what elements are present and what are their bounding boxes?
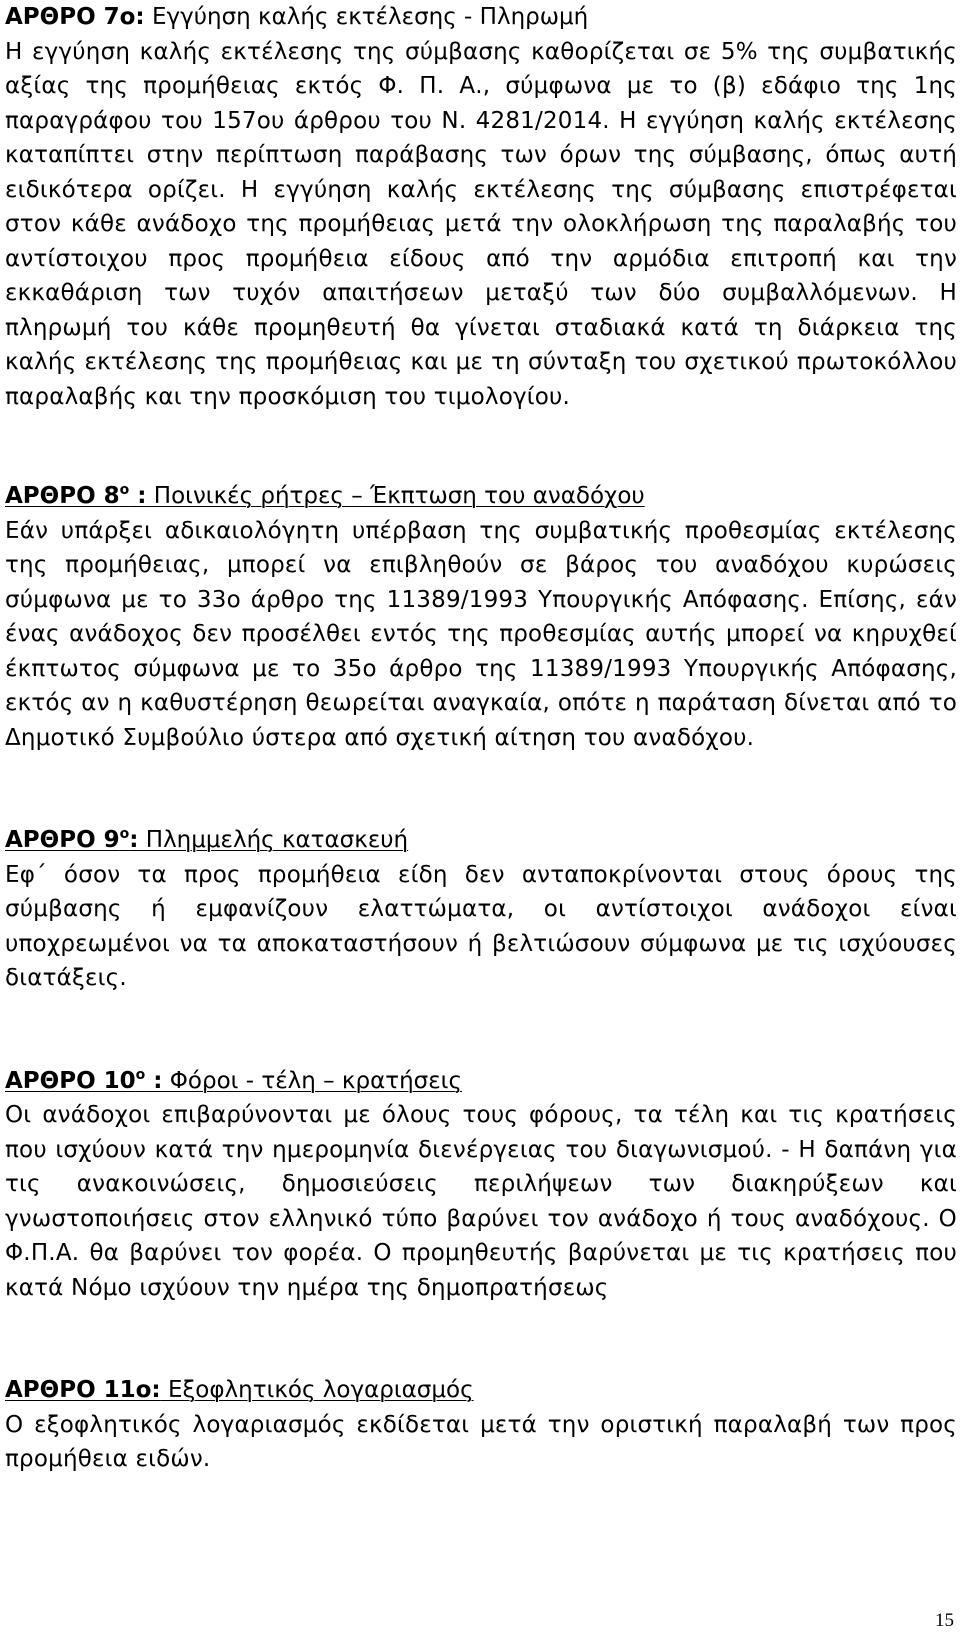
article-10 (5, 1064, 957, 1306)
article-7-text: Η εγγύηση καλής εκτέλεσης της σύμβασης καθορίζεται σε 5% της συμβατικής αξίας της προμήθειας εκτός Φ. Π. Α., σύμφωνα με το (β) εδάφιο της 1ης παραγράφου του 157ου άρθρου του Ν. 4281/2014. Η εγγύηση καλής εκτέλεσης καταπίπτει στην περίπτωση παράβασης των όρων της σύμβασης, όπως αυτή ειδικότερα ορίζει. Η εγγύηση καλής εκτέλεσης της σύμβασης επιστρέφεται στον κάθε ανάδοχο της προμήθειας μετά την ολοκλήρωση της παραλαβής του αντίστοιχου προς προμήθεια είδους από την αρμόδια επιτροπή και την εκκαθάριση των τυχόν απαιτήσεων μεταξύ των δύο συμβαλλόμενων. Η πληρωμή του κάθε προμηθευτή θα γίνεται σταδιακά κατά τη διάρκεια της καλής εκτέλεσης της προμήθειας και με τη σύνταξη του σχετικού πρωτοκόλλου παραλαβής και την προσκόμιση του τιμολογίου. (5, 38, 957, 410)
article-9-heading (5, 823, 957, 858)
article-8-number: ΑΡΘΡΟ $8^o$ : (5, 482, 147, 509)
page-number: 15 (935, 1610, 954, 1631)
article-10-text: Οι ανάδοχοι επιβαρύνονται με όλους τους φόρους, τα τέλη και τις κρατήσεις που ισχύουν κατά την ημερομηνία διενέργειας του διαγωνισμού. - Η δαπάνη για τις ανακοινώσεις, δημοσιεύσεις περιλήψεων των διακηρύξεων και γνωστοποιήσεις στον ελληνικό τύπο βαρύνει τον ανάδοχο ή τους αναδόχους. Ο Φ.Π.Α. θα βαρύνει τον φορέα. Ο προμηθευτής βαρύνεται με τις κρατήσεις που κατά Νόμο ισχύουν την ημέρα της δημοπρατήσεως (5, 1102, 957, 1301)
article-11-title: Εξοφλητικός λογαριασμός (160, 1377, 474, 1403)
article-9-title: Πλημμελής κατασκευή (138, 827, 409, 853)
article-11-heading (5, 1373, 957, 1408)
article-9-text: Εφ΄ όσον τα προς προμήθεια είδη δεν ανταποκρίνονται στους όρους της σύμβασης ή εμφανίζουν ελαττώματα, οι αντίστοιχοι ανάδοχοι είναι υποχρεωμένοι να τα αποκαταστήσουν ή βελτιώσουν σύμφωνα με τις ισχύουσες διατάξεις. (5, 861, 957, 991)
article-9 (5, 823, 957, 996)
article-11-number: ΑΡΘΡΟ 11ο: (5, 1377, 161, 1403)
article-10-title: Φόροι - τέλη – κρατήσεις (162, 1067, 462, 1094)
article-8-text: Εάν υπάρξει αδικαιολόγητη υπέρβαση της συμβατικής προθεσμίας εκτέλεσης της προμήθειας, μπορεί να επιβληθούν σε βάρος του αναδόχου κυρώσεις σύμφωνα με το 33ο άρθρο της 11389/1993 Υπουργικής Απόφασης. Επίσης, εάν ένας ανάδοχος δεν προσέλθει εντός της προθεσμίας αυτής μπορεί να κηρυχθεί έκπτωτος σύμφωνα με το 35ο άρθρο της 11389/1993 Υπουργικής Απόφασης, εκτός αν η καθυστέρηση θεωρείται αναγκαία, οπότε η παράταση δίνεται από το Δημοτικό Συμβούλιο ύστερα από σχετική αίτηση του αναδόχου. (5, 517, 957, 751)
article-7 (5, 0, 957, 414)
article-8-heading (5, 479, 957, 514)
article-7-number: ΑΡΘΡΟ 7ο: (5, 4, 145, 30)
document-page (5, 0, 957, 1477)
article-10-heading (5, 1064, 957, 1099)
article-7-title: Εγγύηση καλής εκτέλεσης - Πληρωμή (144, 4, 589, 30)
article-10-number: ΑΡΘΡΟ $10^o$ : (5, 1066, 163, 1094)
article-9-number: ΑΡΘΡΟ $9^o$: (5, 826, 139, 853)
article-8-title: Ποινικές ρήτρες – Έκπτωση του αναδόχου (146, 483, 645, 509)
article-11-text: Ο εξοφλητικός λογαριασμός εκδίδεται μετά την οριστική παραλαβή των προς προμήθεια ειδών. (5, 1411, 957, 1472)
article-8 (5, 479, 957, 755)
article-11 (5, 1373, 957, 1477)
article-7-heading (5, 0, 957, 35)
